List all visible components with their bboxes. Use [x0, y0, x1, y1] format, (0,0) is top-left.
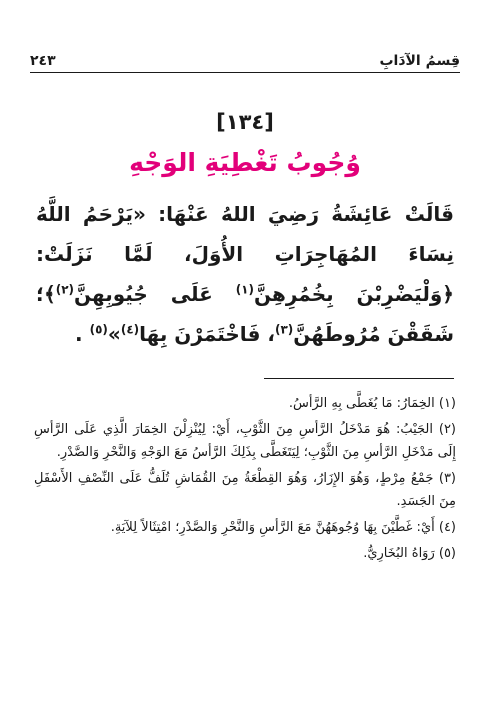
footnote-ref: (٢) [55, 282, 75, 297]
footnote: (٢) الجَيْبُ: هُوَ مَدْخَلُ الرَّأسِ مِنَ الثَّوْبِ، أَيْ: لِيُنْزِلْنَ الخِمَارَ الَّذِي عَلَى الرَّأسِ إِلَى مَدْخَلِ الرَّأسِ مِنَ الثَّوْبِ؛ لِيَتَغَطَّى بِذَلِكَ الرَّأسُ مَعَ الوَجْهِ وَالنَّحْرِ وَالصَّدْرِ. [34, 422, 456, 460]
section-name: قِسمُ الآدَابِ [379, 53, 460, 69]
hadith-text-part: » [107, 322, 121, 346]
footnote: (١) الخِمَارُ: مَا يُغَطَّى بِهِ الرَّأسُ. [288, 396, 456, 411]
footnote: (٣) جَمْعُ مِرْطٍ، وَهُوَ الإِزَارُ، وَهُوَ القِطْعَةُ مِنَ القُمَاشِ تُلَفُّ عَلَى النِّصْفِ الأَسْفَلِ مِنَ الجَسَدِ. [34, 471, 456, 509]
hadith-text-part: قَالَتْ عَائِشَةُ رَضِيَ اللهُ عَنْهَا: «يَرْحَمُ اللَّهُ نِسَاءَ المُهَاجِرَاتِ الأُوَلَ، لَمَّا نَزَلَتْ: ﴿وَلْيَضْرِبْنَ بِخُمُرِهِنَّ [36, 202, 454, 306]
page-header [30, 40, 460, 73]
footnote: (٥) رَوَاهُ البُخَارِيُّ. [363, 546, 456, 561]
footnote-ref: (٣) [274, 322, 294, 337]
hadith-text-part: . [75, 322, 90, 346]
chapter-number: [١٣٤] [216, 110, 274, 134]
hadith-text-part: ، فَاخْتَمَرْنَ بِهَا [139, 322, 275, 346]
footnote-divider [264, 378, 454, 379]
page-number: ٢٤٣ [30, 53, 56, 69]
hadith-text-part: ﴾؛ شَقَقْنَ مُرُوطَهُنَّ [36, 282, 454, 346]
hadith-text-part: عَلَى جُيُوبِهِنَّ [74, 282, 236, 306]
chapter-title: وُجُوبُ تَغْطِيَةِ الوَجْهِ [129, 148, 361, 177]
footnote-ref: (١) [235, 282, 254, 297]
footnote-ref: (٤) [120, 322, 140, 337]
footnotes [34, 392, 456, 568]
hadith-text [36, 194, 454, 354]
footnote-ref: (٥) [89, 322, 108, 337]
footnote: (٤) أَيْ: غَطَّيْنَ بِهَا وُجُوهَهُنَّ مَعَ الرَّأسِ وَالنَّحْرِ وَالصَّدْرِ؛ امْتِثَالاً لِلآيَةِ. [110, 520, 456, 535]
